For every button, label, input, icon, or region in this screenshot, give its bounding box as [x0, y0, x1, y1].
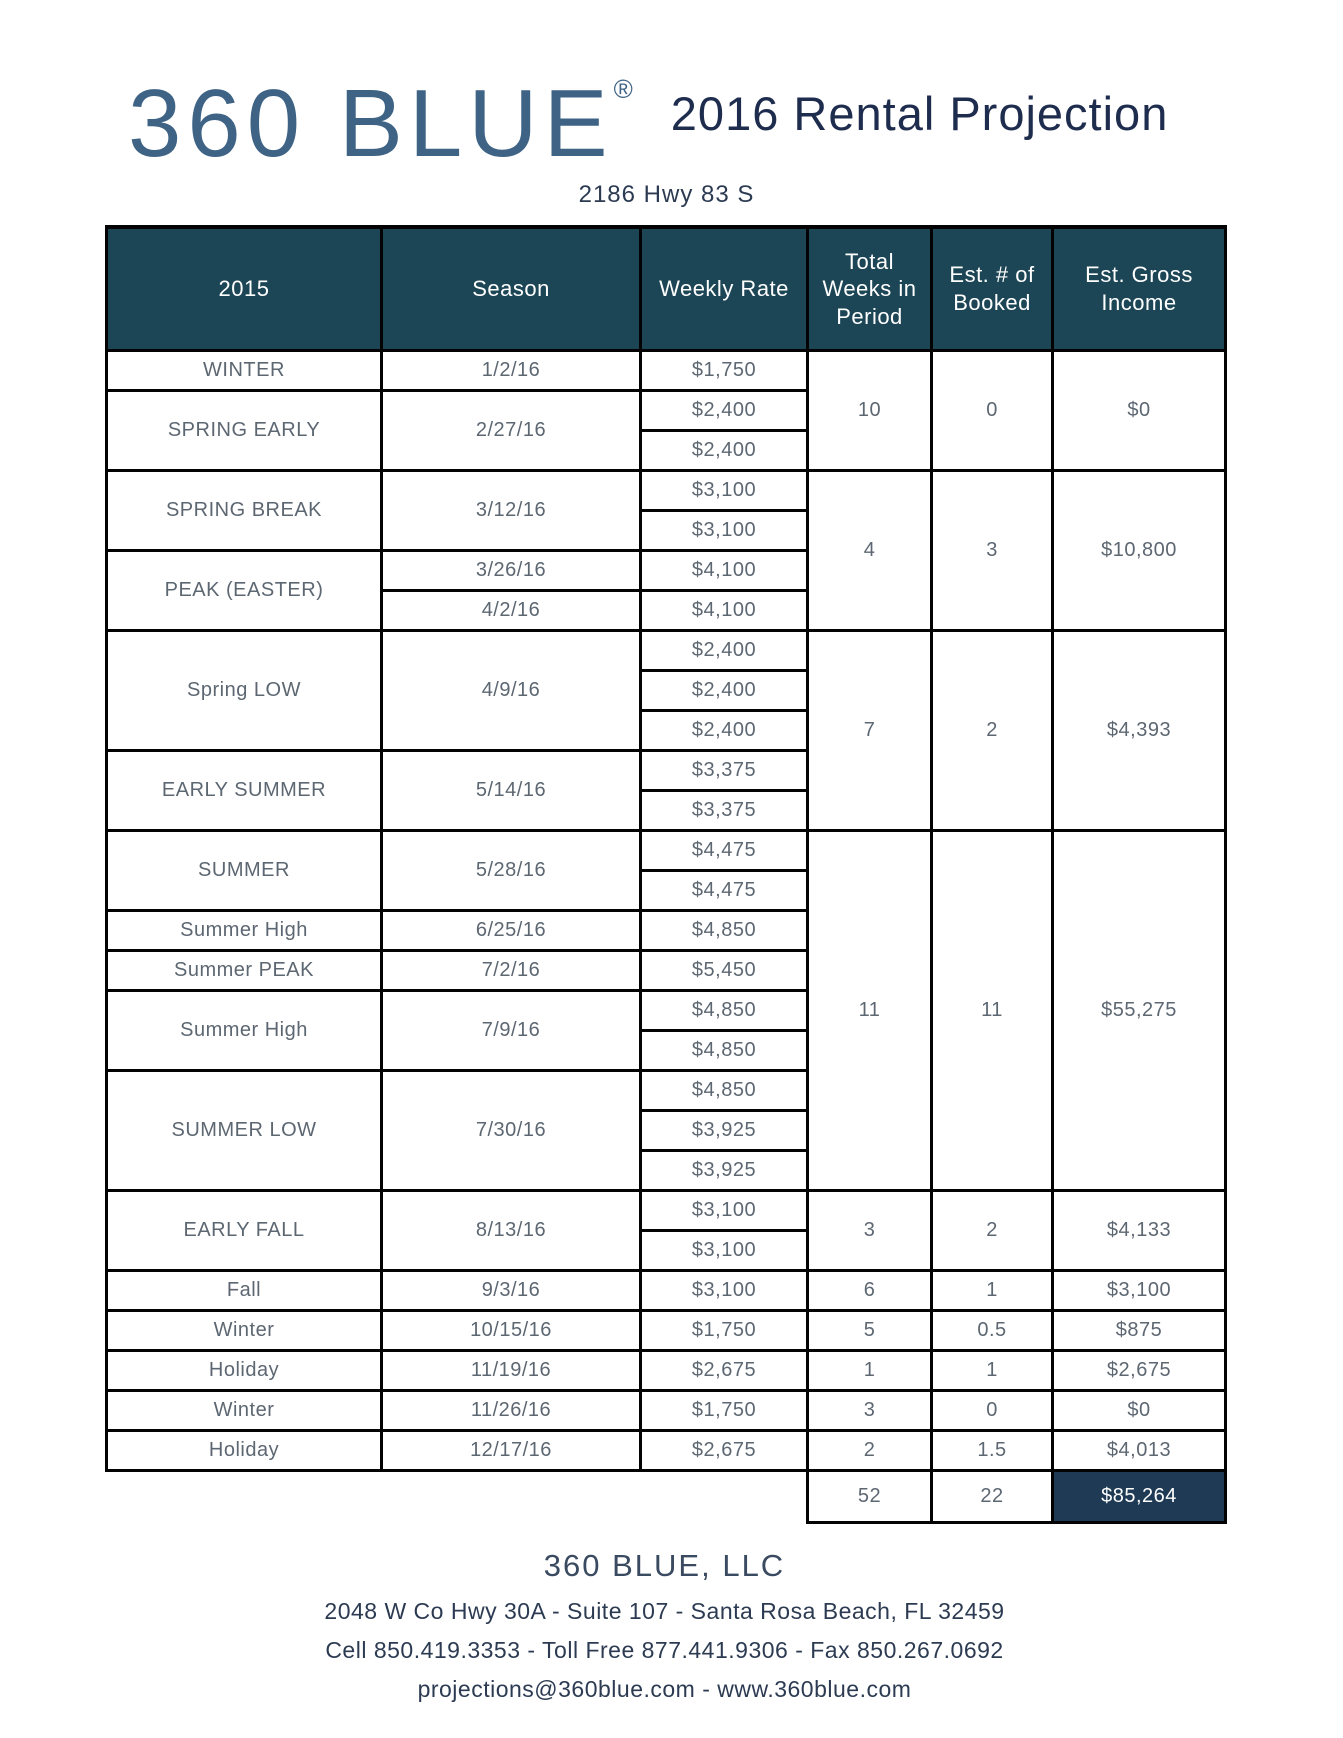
date-cell: 7/30/16 — [382, 1070, 641, 1190]
date-cell: 5/14/16 — [382, 750, 641, 830]
season-cell: PEAK (EASTER) — [107, 550, 382, 630]
column-header-weekly-rate: Weekly Rate — [641, 227, 808, 350]
season-cell: SPRING EARLY — [107, 390, 382, 470]
rate-cell: $4,475 — [641, 870, 808, 910]
date-cell: 6/25/16 — [382, 910, 641, 950]
est-booked-cell: 2 — [932, 630, 1053, 830]
rate-cell: $2,400 — [641, 430, 808, 470]
date-cell: 5/28/16 — [382, 830, 641, 910]
logo-text: 360 BLUE — [128, 70, 614, 177]
date-cell: 9/3/16 — [382, 1270, 641, 1310]
footer-company-name: 360 BLUE, LLC — [543, 1547, 786, 1583]
rate-cell: $4,850 — [641, 990, 808, 1030]
gross-income-cell: $3,100 — [1053, 1270, 1226, 1310]
date-cell: 10/15/16 — [382, 1310, 641, 1350]
column-header-est-booked: Est. # of Booked — [932, 227, 1053, 350]
season-cell: SUMMER LOW — [107, 1070, 382, 1190]
footer-address: 2048 W Co Hwy 30A - Suite 107 - Santa Rosa Beach, FL 32459 — [324, 1597, 1005, 1624]
rate-cell: $3,100 — [641, 510, 808, 550]
company-logo — [128, 46, 633, 177]
rate-cell: $5,450 — [641, 950, 808, 990]
rate-cell: $3,100 — [641, 1270, 808, 1310]
rate-cell: $1,750 — [641, 1310, 808, 1350]
date-cell: 3/12/16 — [382, 470, 641, 550]
date-cell: 11/19/16 — [382, 1350, 641, 1390]
date-cell: 11/26/16 — [382, 1390, 641, 1430]
season-cell: Holiday — [107, 1350, 382, 1390]
season-cell: Summer PEAK — [107, 950, 382, 990]
season-cell: SPRING BREAK — [107, 470, 382, 550]
est-booked-cell: 0.5 — [932, 1310, 1053, 1350]
totals-row — [107, 1470, 1226, 1522]
table-row — [107, 1430, 1226, 1470]
rate-cell: $2,675 — [641, 1430, 808, 1470]
total-weeks-cell: 10 — [808, 350, 932, 470]
gross-income-cell: $2,675 — [1053, 1350, 1226, 1390]
date-cell: 4/9/16 — [382, 630, 641, 750]
est-booked-cell: 3 — [932, 470, 1053, 630]
column-header-season: Season — [382, 227, 641, 350]
table-row — [107, 350, 1226, 390]
rate-cell: $3,100 — [641, 1190, 808, 1230]
total-weeks-cell: 6 — [808, 1270, 932, 1310]
footer-email-web: projections@360blue.com - www.360blue.com — [417, 1675, 912, 1702]
registered-trademark-symbol: ® — [613, 74, 633, 104]
season-cell: WINTER — [107, 350, 382, 390]
totals-booked-cell: 22 — [932, 1470, 1053, 1522]
date-cell: 12/17/16 — [382, 1430, 641, 1470]
rate-cell: $4,475 — [641, 830, 808, 870]
table-row — [107, 630, 1226, 670]
gross-income-cell: $10,800 — [1053, 470, 1226, 630]
table-body — [107, 350, 1226, 1522]
rate-cell: $2,400 — [641, 630, 808, 670]
season-cell: Winter — [107, 1310, 382, 1350]
rate-cell: $2,675 — [641, 1350, 808, 1390]
est-booked-cell: 0 — [932, 1390, 1053, 1430]
gross-income-cell: $4,133 — [1053, 1190, 1226, 1270]
rate-cell: $4,100 — [641, 550, 808, 590]
rate-cell: $3,100 — [641, 1230, 808, 1270]
total-weeks-cell: 7 — [808, 630, 932, 830]
totals-gross-income-cell: $85,264 — [1053, 1470, 1226, 1522]
date-cell: 1/2/16 — [382, 350, 641, 390]
table-header — [107, 227, 1226, 350]
rate-cell: $2,400 — [641, 710, 808, 750]
total-weeks-cell: 2 — [808, 1430, 932, 1470]
total-weeks-cell: 11 — [808, 830, 932, 1190]
total-weeks-cell: 3 — [808, 1190, 932, 1270]
total-weeks-cell: 4 — [808, 470, 932, 630]
est-booked-cell: 1 — [932, 1350, 1053, 1390]
date-cell: 2/27/16 — [382, 390, 641, 470]
season-cell: SUMMER — [107, 830, 382, 910]
table-row — [107, 1390, 1226, 1430]
document-header — [0, 46, 1343, 209]
document-footer — [0, 1548, 1343, 1703]
date-cell: 3/26/16 — [382, 550, 641, 590]
gross-income-cell: $55,275 — [1053, 830, 1226, 1190]
table-row — [107, 1190, 1226, 1230]
season-cell: Spring LOW — [107, 630, 382, 750]
date-cell: 7/9/16 — [382, 990, 641, 1070]
season-cell: Summer High — [107, 990, 382, 1070]
table-row — [107, 1270, 1226, 1310]
season-cell: Fall — [107, 1270, 382, 1310]
rate-cell: $2,400 — [641, 670, 808, 710]
footer-phone-numbers: Cell 850.419.3353 - Toll Free 877.441.9306 - Fax 850.267.0692 — [325, 1636, 1004, 1663]
date-cell: 7/2/16 — [382, 950, 641, 990]
gross-income-cell: $0 — [1053, 1390, 1226, 1430]
rate-cell: $3,375 — [641, 790, 808, 830]
rate-cell: $3,375 — [641, 750, 808, 790]
column-header-total-weeks: Total Weeks in Period — [808, 227, 932, 350]
date-cell: 8/13/16 — [382, 1190, 641, 1270]
est-booked-cell: 11 — [932, 830, 1053, 1190]
rate-cell: $1,750 — [641, 1390, 808, 1430]
table-row — [107, 1310, 1226, 1350]
rate-cell: $4,100 — [641, 590, 808, 630]
gross-income-cell: $4,393 — [1053, 630, 1226, 830]
column-header-year: 2015 — [107, 227, 382, 350]
total-weeks-cell: 5 — [808, 1310, 932, 1350]
est-booked-cell: 2 — [932, 1190, 1053, 1270]
rate-cell: $3,100 — [641, 470, 808, 510]
rate-cell: $4,850 — [641, 910, 808, 950]
gross-income-cell: $875 — [1053, 1310, 1226, 1350]
property-address: 2186 Hwy 83 S — [578, 181, 755, 208]
gross-income-cell: $0 — [1053, 350, 1226, 470]
column-header-est-gross-income: Est. Gross Income — [1053, 227, 1226, 350]
total-weeks-cell: 3 — [808, 1390, 932, 1430]
est-booked-cell: 0 — [932, 350, 1053, 470]
rental-projection-table — [105, 225, 1227, 1524]
est-booked-cell: 1 — [932, 1270, 1053, 1310]
rate-cell: $3,925 — [641, 1150, 808, 1190]
totals-filler — [107, 1470, 808, 1522]
totals-weeks-cell: 52 — [808, 1470, 932, 1522]
total-weeks-cell: 1 — [808, 1350, 932, 1390]
date-cell: 4/2/16 — [382, 590, 641, 630]
table-header-row — [107, 227, 1226, 350]
season-cell: Winter — [107, 1390, 382, 1430]
est-booked-cell: 1.5 — [932, 1430, 1053, 1470]
season-cell: EARLY SUMMER — [107, 750, 382, 830]
season-cell: EARLY FALL — [107, 1190, 382, 1270]
season-cell: Summer High — [107, 910, 382, 950]
rate-cell: $4,850 — [641, 1070, 808, 1110]
table-row — [107, 830, 1226, 870]
gross-income-cell: $4,013 — [1053, 1430, 1226, 1470]
page-title: 2016 Rental Projection — [670, 87, 1169, 140]
season-cell: Holiday — [107, 1430, 382, 1470]
rate-cell: $2,400 — [641, 390, 808, 430]
rate-cell: $4,850 — [641, 1030, 808, 1070]
table-row — [107, 1350, 1226, 1390]
rate-cell: $3,925 — [641, 1110, 808, 1150]
rate-cell: $1,750 — [641, 350, 808, 390]
table-row — [107, 470, 1226, 510]
